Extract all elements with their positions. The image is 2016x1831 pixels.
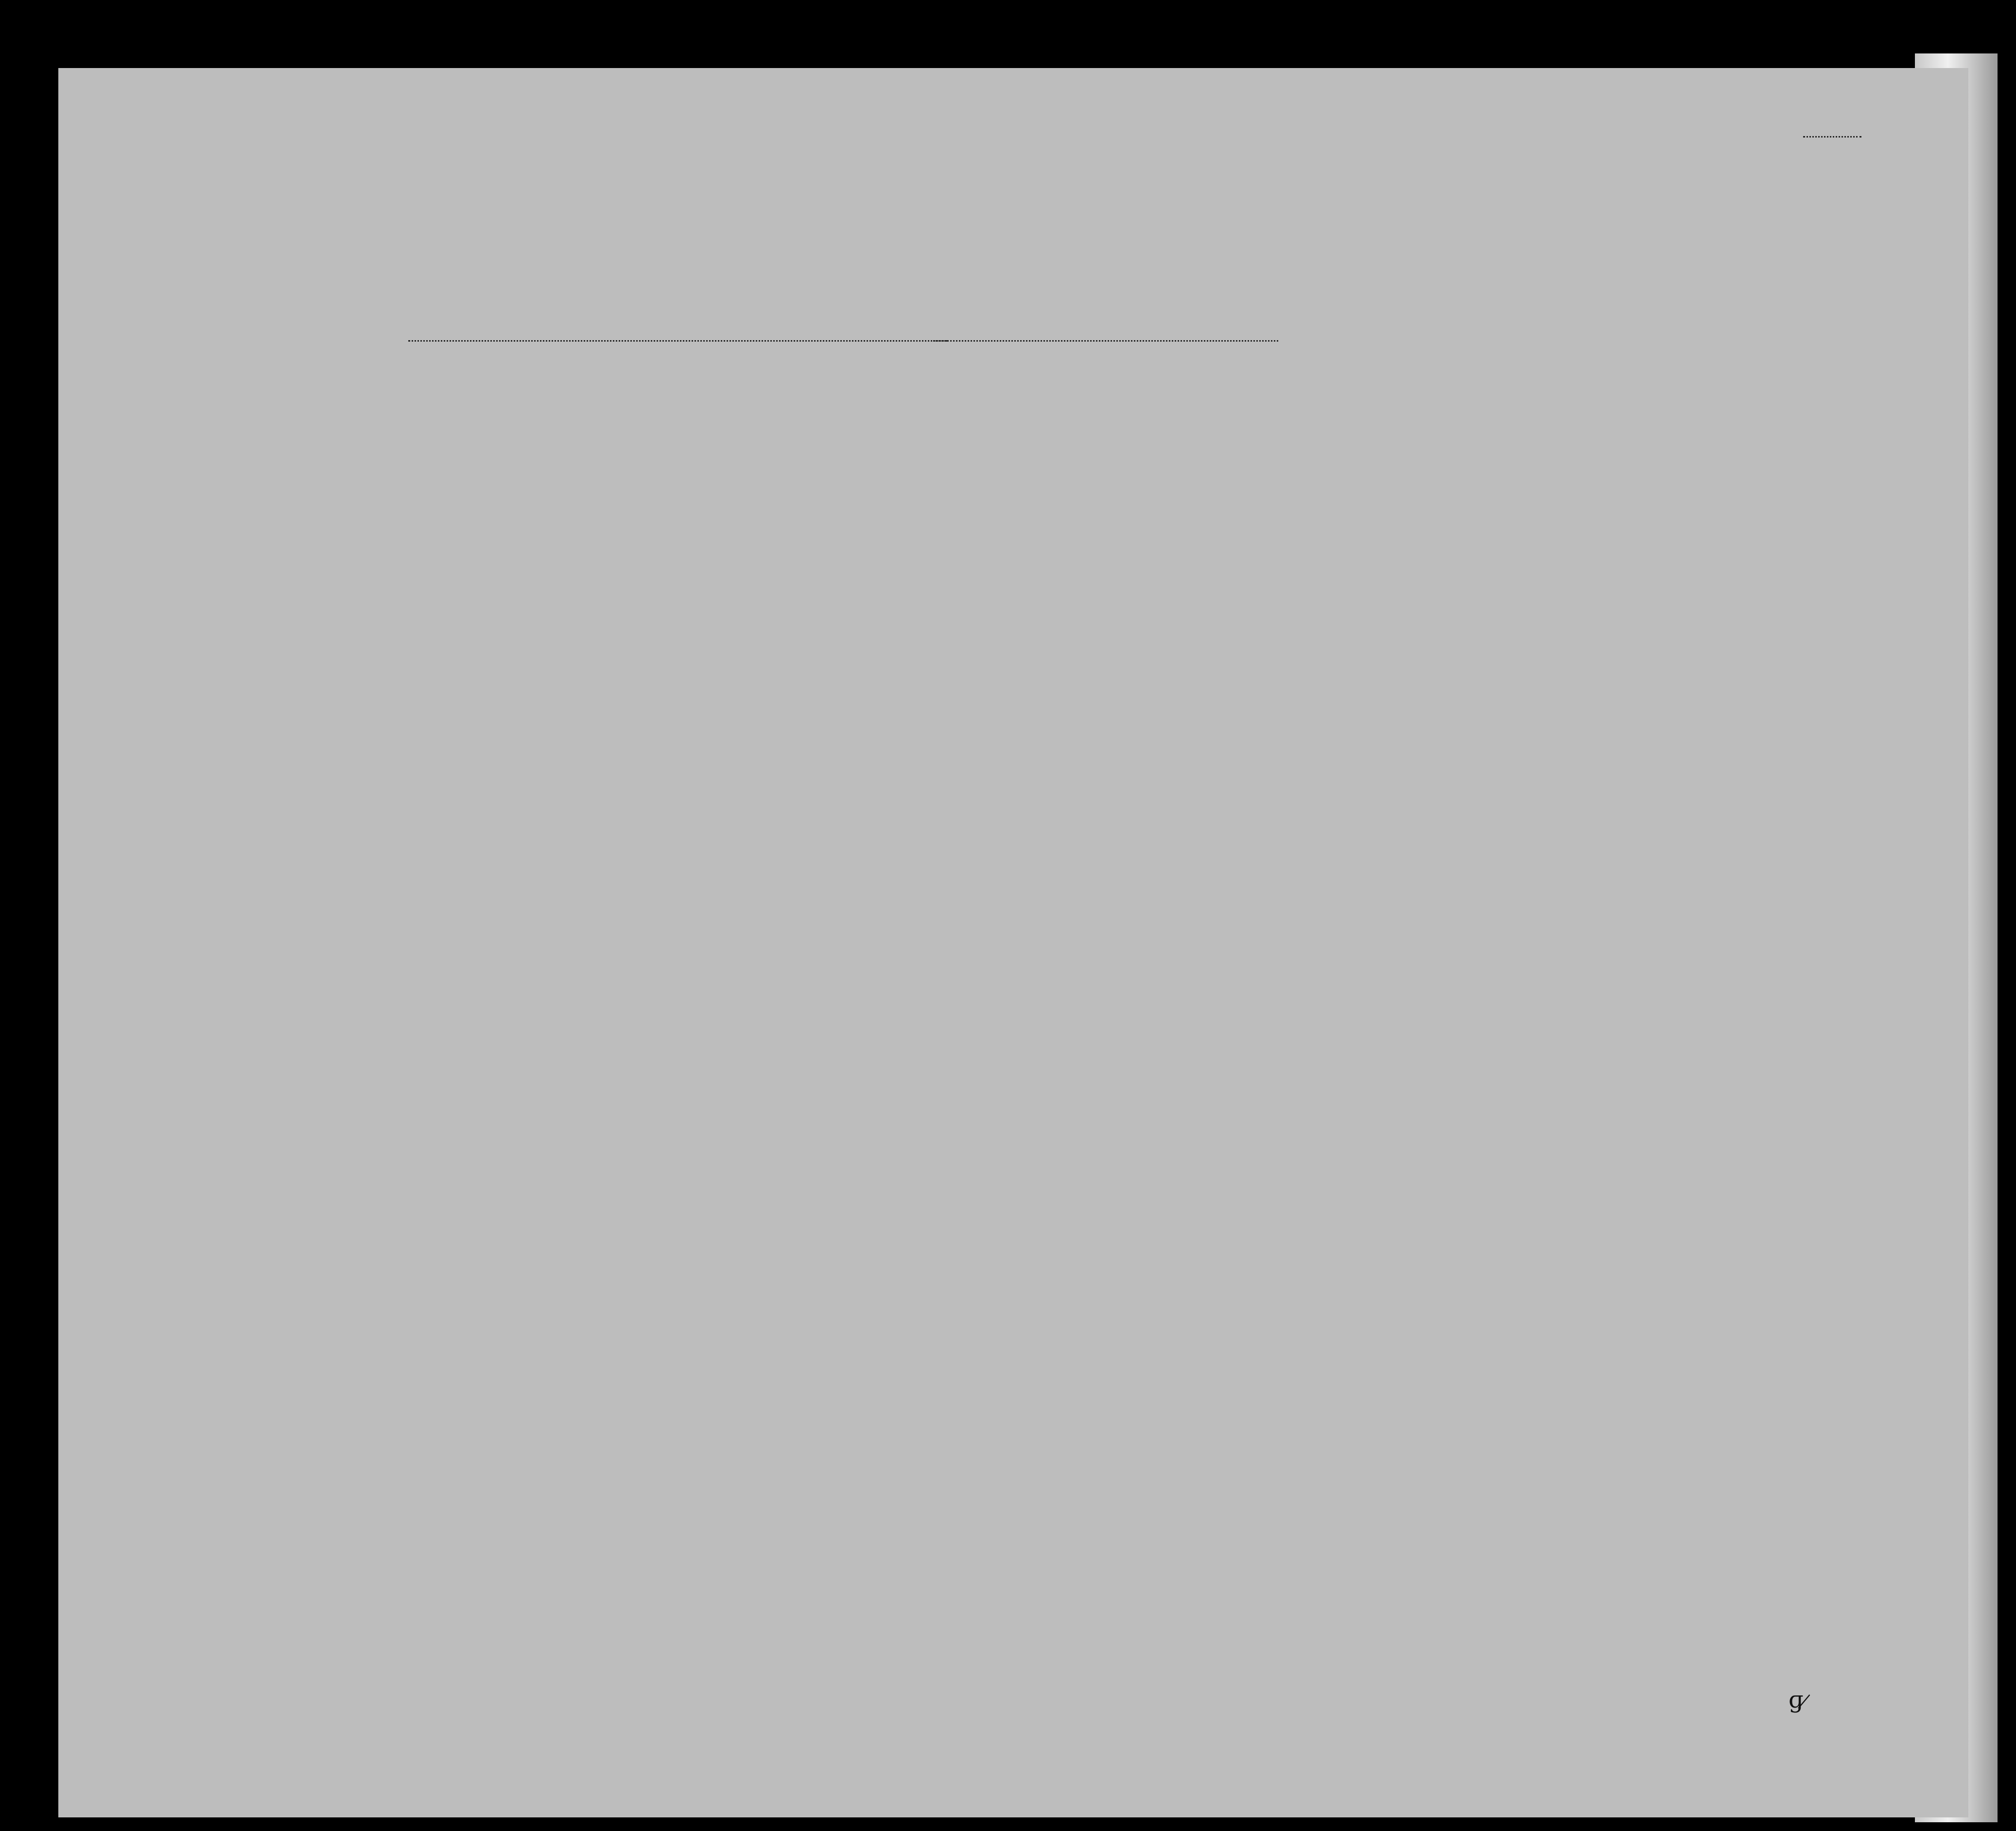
handwritten-mark: ɡ ̷	[1789, 1686, 1811, 1713]
manifest-table	[58, 68, 1968, 1817]
manifest-sheet	[58, 68, 1968, 1817]
